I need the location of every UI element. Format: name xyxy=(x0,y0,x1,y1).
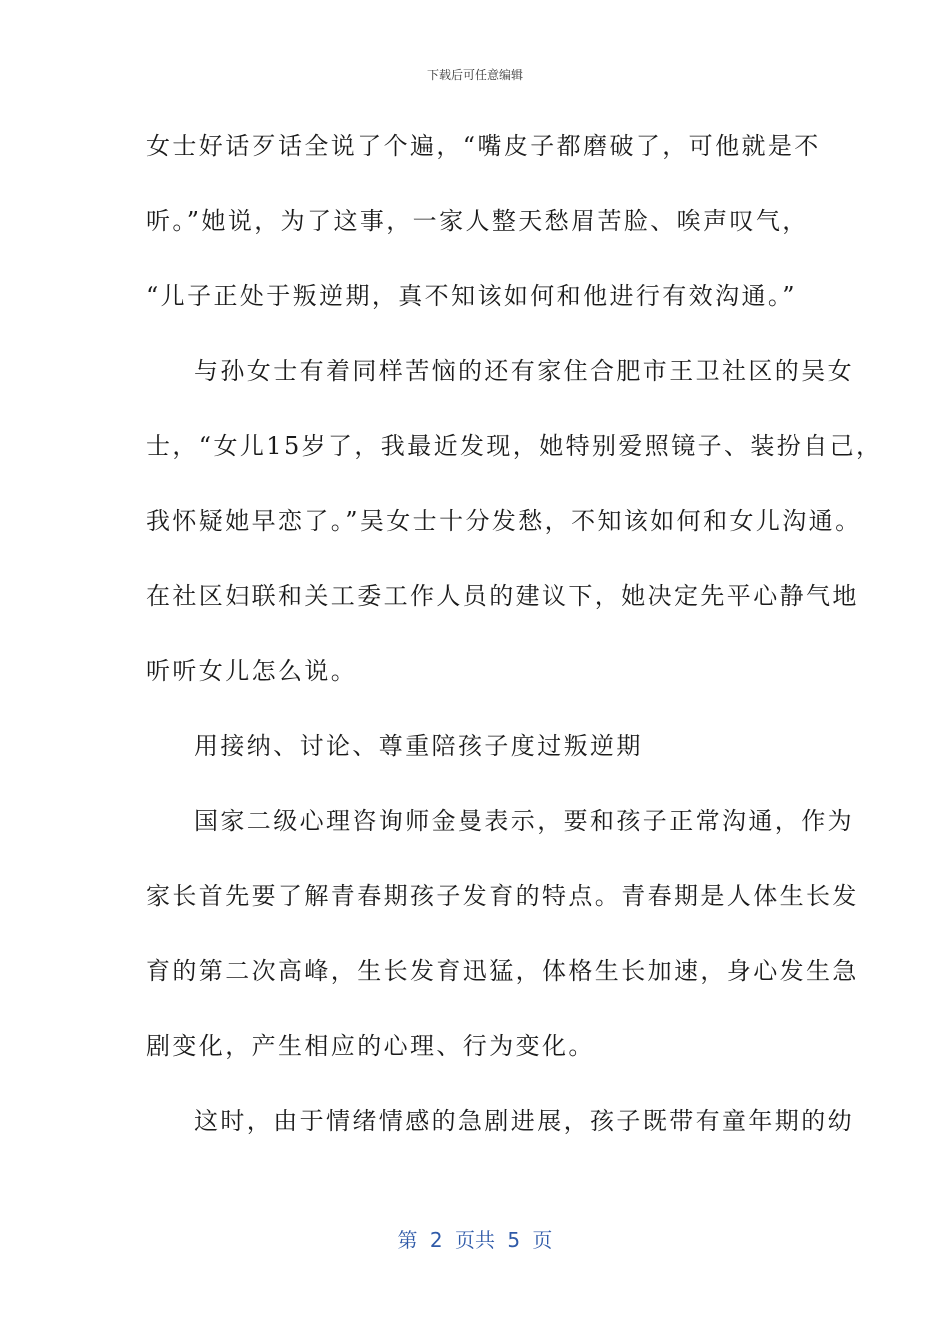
text-line: 听。”她说，为了这事，一家人整天愁眉苦脸、唉声叹气， xyxy=(146,207,809,235)
page-header-note: 下载后可任意编辑 xyxy=(426,68,523,82)
text-line: 家长首先要了解青春期孩子发育的特点。青春期是人体生长发 xyxy=(146,882,859,910)
text-line: 我怀疑她早恋了。”吴女士十分发愁，不知该如何和女儿沟通。 xyxy=(146,507,862,535)
text-line: 育的第二次高峰，生长发育迅猛，体格生长加速，身心发生急 xyxy=(146,957,859,985)
paragraph-start-line: 这时，由于情绪情感的急剧进展，孩子既带有童年期的幼 xyxy=(194,1107,854,1135)
page-number-footer: 第 2 页共 5 页 xyxy=(397,1228,553,1252)
text-line: 听听女儿怎么说。 xyxy=(146,657,358,685)
paragraph-start-line: 与孙女士有着同样苦恼的还有家住合肥市王卫社区的吴女 xyxy=(194,357,854,385)
section-heading: 用接纳、讨论、尊重陪孩子度过叛逆期 xyxy=(194,732,643,760)
paragraph-start-line: 国家二级心理咨询师金曼表示，要和孩子正常沟通，作为 xyxy=(194,807,854,835)
document-body xyxy=(146,126,883,1176)
text-line: 在社区妇联和关工委工作人员的建议下，她决定先平心静气地 xyxy=(146,582,859,610)
text-line: 女士好话歹话全说了个遍，“嘴皮子都磨破了，可他就是不 xyxy=(146,132,821,160)
text-line: 士，“女儿15岁了，我最近发现，她特别爱照镜子、装扮自己， xyxy=(146,432,883,460)
text-line: 剧变化，产生相应的心理、行为变化。 xyxy=(146,1032,595,1060)
text-line: “儿子正处于叛逆期，真不知该如何和他进行有效沟通。” xyxy=(146,282,797,310)
